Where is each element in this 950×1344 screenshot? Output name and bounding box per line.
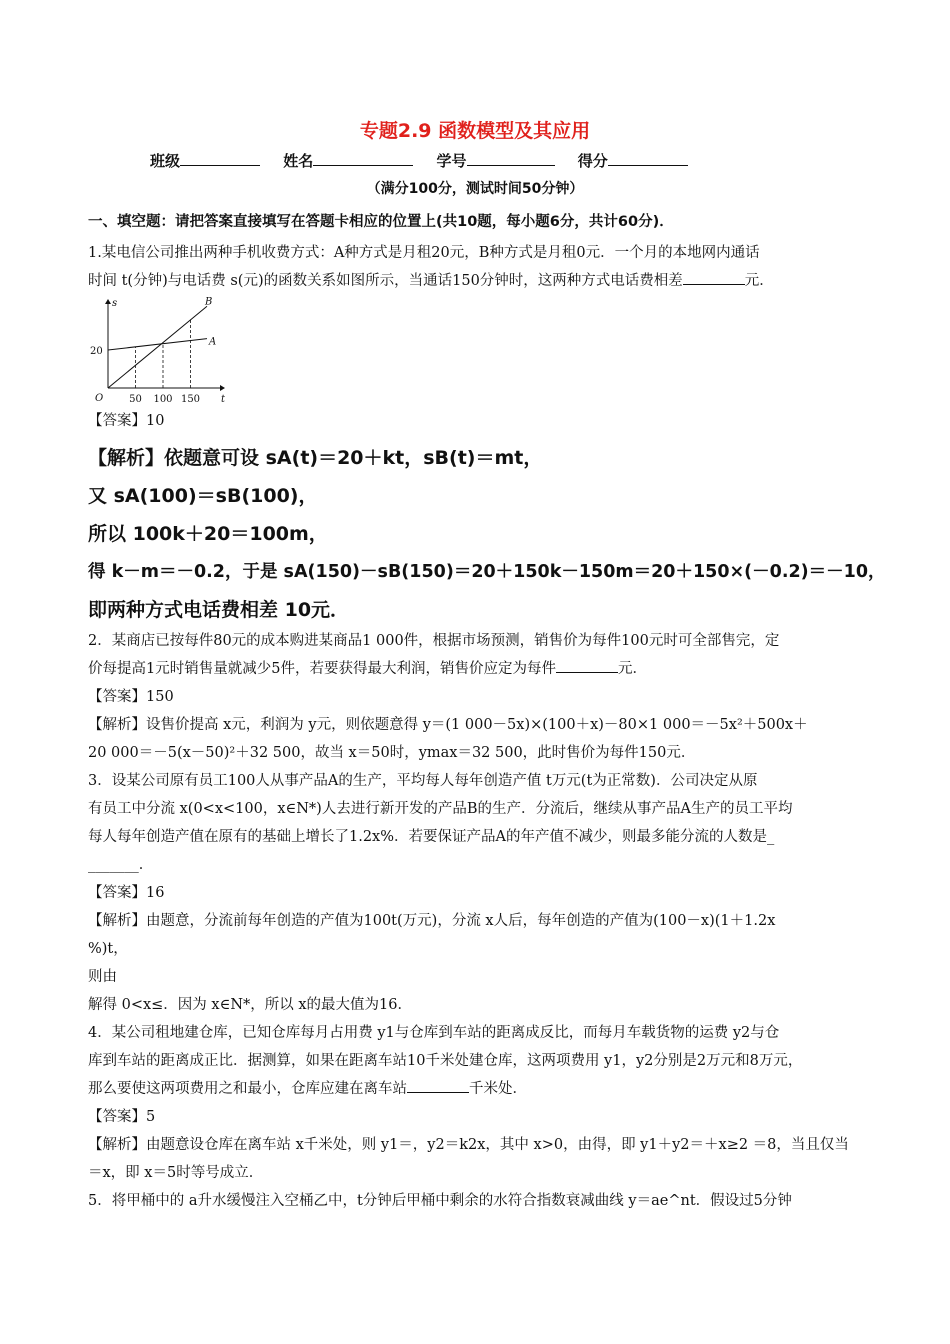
series-label-a: A <box>209 336 217 348</box>
x-axis-arrow <box>220 385 225 391</box>
q3-line3: 每人每年创造产值在原有的基础上增长了1.2x%．若要保证产品A的年产值不减少，则最多能分流的人数是_ <box>88 829 775 845</box>
q3-line2: 有员工中分流 x(0<x<100，x∈N*)人去进行新开发的产品B的生产．分流后，继续从事产品A生产的员工平均 <box>88 801 793 817</box>
page-title: 专题2.9 函数模型及其应用 <box>359 120 591 142</box>
q1-solution-4: 得 k－m＝－0.2，于是 sA(150)－sB(150)＝20＋150k－150m＝20＋150×(－0.2)＝－10， <box>88 562 886 582</box>
q1-solution-3: 所以 100k＋20＝100m， <box>88 523 328 545</box>
class-blank[interactable] <box>180 151 260 166</box>
y-axis-label: s <box>112 298 118 309</box>
q1-graph <box>88 296 228 406</box>
q5-line1: 5．将甲桶中的 a升水缓慢注入空桶乙中，t分钟后甲桶中剩余的水符合指数衰减曲线 y＝ae^nt．假设过5分钟 <box>88 1193 792 1209</box>
x-tick-50: 50 <box>129 394 142 405</box>
series-line-b <box>108 306 207 388</box>
q3-solution-2: %)t， <box>88 941 128 957</box>
q1-answer-blank[interactable] <box>683 270 745 285</box>
x-axis-label: t <box>221 394 226 405</box>
q4-answer: 【答案】5 <box>88 1109 156 1125</box>
y-axis-arrow <box>105 299 111 304</box>
student-info-line <box>150 150 688 171</box>
name-label: 姓名 <box>283 152 314 170</box>
q1-line2-end: 元． <box>744 273 774 289</box>
series-label-b: B <box>205 296 213 308</box>
q4-solution-2: ＝x，即 x＝5时等号成立． <box>88 1165 264 1181</box>
q2-solution-2: 20 000＝－5(x－50)²＋32 500，故当 x＝50时，ymax＝32 500，此时售价为每件150元． <box>88 745 696 761</box>
score-label: 得分 <box>577 152 608 170</box>
q2-solution-1: 【解析】设售价提高 x元，利润为 y元，则依题意得 y＝(1 000－5x)×(100＋x)－80×1 000＝－5x²＋500x＋ <box>88 717 808 733</box>
exam-note: （满分100分，测试时间50分钟） <box>366 181 584 197</box>
q3-solution-1: 【解析】由题意，分流前每年创造的产值为100t(万元)，分流 x人后，每年创造的产值为(100－x)(1＋1.2x <box>88 913 776 929</box>
student-id-label: 学号 <box>436 152 467 170</box>
q1-solution-5: 即两种方式电话费相差 10元． <box>88 599 350 621</box>
q2-answer: 【答案】150 <box>88 689 174 705</box>
q1-solution-1: 【解析】依题意可设 sA(t)＝20＋kt，sB(t)＝mt， <box>88 447 543 469</box>
y-tick-20: 20 <box>90 346 103 357</box>
class-label: 班级 <box>150 152 181 170</box>
q4-line2: 库到车站的距离成正比．据测算，如果在距离车站10千米处建仓库，这两项费用 y1，y2分别是2万元和8万元， <box>88 1053 803 1069</box>
section-heading: 一、填空题：请把答案直接填写在答题卡相应的位置上(共10题，每小题6分，共计60分)． <box>88 214 674 230</box>
q4-line1: 4．某公司租地建仓库，已知仓库每月占用费 y1与仓库到车站的距离成反比，而每月车载货物的运费 y2与仓 <box>88 1025 780 1041</box>
series-line-a <box>108 339 207 350</box>
q3-solution-3: 则由 <box>88 969 117 985</box>
q3-line4: _______． <box>88 857 154 873</box>
origin-label: O <box>95 393 104 404</box>
q1-line2-text: 时间 t(分钟)与电话费 s(元)的函数关系如图所示，当通话150分钟时，这两种方式电话费相差 <box>88 273 683 289</box>
q4-line3-text: 那么要使这两项费用之和最小，仓库应建在离车站 <box>88 1081 407 1097</box>
x-tick-150: 150 <box>180 394 201 405</box>
q1-answer: 【答案】10 <box>88 413 165 429</box>
q4-answer-blank[interactable] <box>407 1078 469 1093</box>
q2-line2-text: 价每提高1元时销售量就减少5件，若要获得最大利润，销售价应定为每件 <box>88 661 556 677</box>
q3-answer: 【答案】16 <box>88 885 165 901</box>
student-id-blank[interactable] <box>467 151 555 166</box>
q2-line2 <box>88 656 868 683</box>
q3-line1: 3．设某公司原有员工100人从事产品A的生产，平均每人每年创造产值 t万元(t为正常数)．公司决定从原 <box>88 773 758 789</box>
score-blank[interactable] <box>608 151 688 166</box>
name-blank[interactable] <box>313 151 413 166</box>
q4-line3 <box>88 1076 868 1103</box>
q2-line1: 2．某商店已按每件80元的成本购进某商品1 000件，根据市场预测，销售价为每件100元时可全部售完，定 <box>88 633 780 649</box>
q2-answer-blank[interactable] <box>556 658 618 673</box>
q1-line1: 1.某电信公司推出两种手机收费方式：A种方式是月租20元，B种方式是月租0元．一个月的本地网内通话 <box>88 245 760 261</box>
q1-line2 <box>88 268 868 295</box>
q1-solution-2: 又 sA(100)＝sB(100)， <box>88 485 318 507</box>
q4-line3-end: 千米处． <box>469 1081 527 1097</box>
x-tick-100: 100 <box>153 394 173 405</box>
q3-solution-4: 解得 0<x≤．因为 x∈N*，所以 x的最大值为16． <box>88 997 413 1013</box>
q4-solution-1: 【解析】由题意设仓库在离车站 x千米处，则 y1＝，y2＝k2x，其中 x>0，由得，即 y1＋y2＝＋x≥2 ＝8，当且仅当 <box>88 1137 849 1153</box>
q2-line2-end: 元． <box>617 661 647 677</box>
